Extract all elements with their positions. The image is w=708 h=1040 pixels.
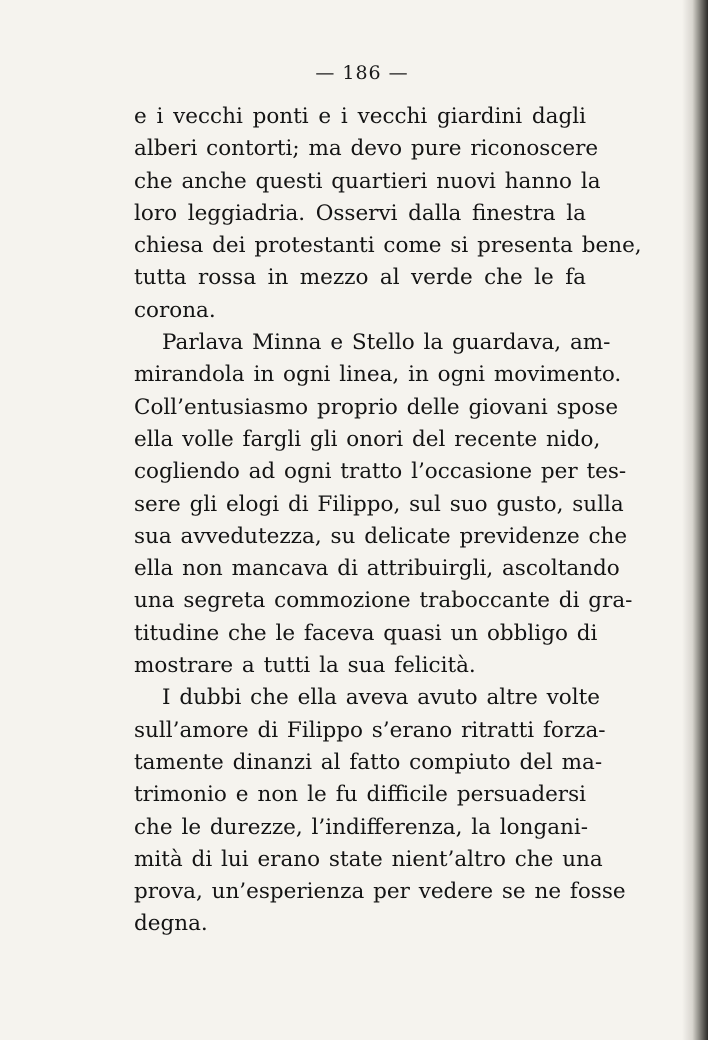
body-text: [134, 101, 642, 941]
text-line: chiesa dei protestanti come si presenta bene,: [134, 233, 642, 259]
text-line: mostrare a tutti la sua felicità.: [134, 653, 476, 679]
text-line: prova, un’esperienza per vedere se ne fosse: [134, 879, 626, 905]
text-line: tutta rossa in mezzo al verde che le fa: [134, 265, 586, 291]
text-line: Coll’entusiasmo proprio delle giovani spose: [134, 394, 619, 420]
text-line: sere gli elogi di Filippo, sul suo gusto, sulla: [134, 491, 624, 517]
paragraph-1: [134, 101, 642, 327]
page-edge-shadow: [682, 0, 708, 1040]
text-line: sua avvedutezza, su delicate previdenze che: [134, 523, 628, 549]
text-line: e i vecchi ponti e i vecchi giardini dagli: [134, 104, 586, 129]
paragraph-2: [134, 327, 633, 682]
page-number: — 186 —: [315, 62, 409, 84]
text-line: una segreta commozione traboccante di gra-: [134, 588, 633, 614]
text-line: corona.: [134, 297, 216, 323]
text-line: alberi contorti; ma devo pure riconoscere: [134, 136, 599, 162]
text-line: ella volle fargli gli onori del recente nido,: [134, 426, 601, 452]
text-line: titudine che le faceva quasi un obbligo di: [134, 620, 598, 646]
text-line: loro leggiadria. Osservi dalla finestra la: [134, 200, 586, 226]
text-line: cogliendo ad ogni tratto l’occasione per tes-: [134, 459, 627, 485]
text-line: mità di lui erano state nient’altro che una: [134, 846, 603, 872]
text-line: che le durezze, l’indifferenza, la longani-: [134, 814, 589, 840]
text-line: Parlava Minna e Stello la guardava, am-: [162, 330, 611, 356]
text-line: degna.: [134, 911, 208, 937]
text-line: che anche questi quartieri nuovi hanno la: [134, 168, 601, 194]
text-line: ella non mancava di attribuirgli, ascoltando: [134, 556, 620, 582]
text-line: I dubbi che ella aveva avuto altre volte: [162, 685, 600, 711]
paragraph-3: [134, 682, 626, 940]
text-line: trimonio e non le fu difficile persuadersi: [134, 782, 586, 808]
text-line: sull’amore di Filippo s’erano ritratti forza-: [134, 717, 606, 743]
text-line: tamente dinanzi al fatto compiuto del ma-: [134, 749, 603, 775]
text-line: mirandola in ogni linea, in ogni movimento.: [134, 362, 622, 388]
